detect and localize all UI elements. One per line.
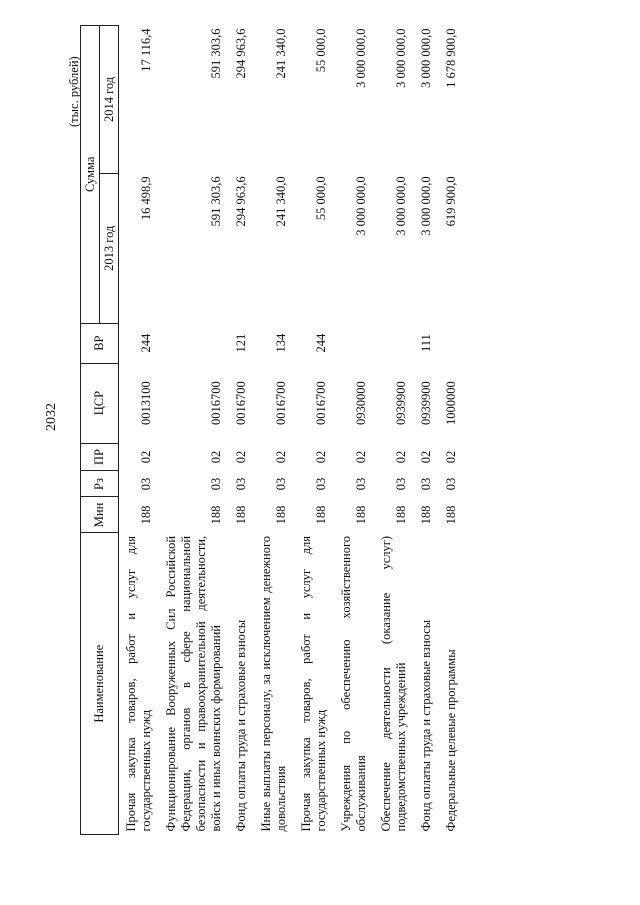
- row-name: Фонд оплаты труда и страховые взносы: [234, 619, 248, 832]
- row-sum-2013: 591 303,6: [209, 176, 223, 227]
- row-csr: 0013100: [139, 381, 153, 425]
- table-row: [414, 26, 439, 835]
- table-row: [159, 26, 229, 835]
- row-pr: 02: [234, 450, 248, 464]
- row-vr: 134: [274, 333, 288, 353]
- header-2014: 2014 год: [100, 26, 119, 174]
- row-csr: 1000000: [444, 381, 458, 425]
- row-sum-2013: 3 000 000,0: [394, 176, 408, 236]
- row-sum-2013: 294 963,6: [234, 176, 248, 227]
- table-row: [294, 26, 334, 835]
- row-sum-2013: 16 498,9: [139, 176, 153, 221]
- row-pr: 02: [419, 450, 433, 464]
- row-sum-2014: 1 678 900,0: [444, 28, 458, 88]
- row-vr: 244: [139, 333, 153, 353]
- row-sum-2014: 3 000 000,0: [419, 28, 433, 88]
- row-rz: 03: [209, 477, 223, 491]
- row-csr: 0939900: [394, 381, 408, 425]
- row-sum-2014: 55 000,0: [314, 28, 328, 73]
- row-vr: 111: [419, 334, 433, 353]
- row-name: Прочая закупка товаров, работ и услуг для государственных нужд: [124, 535, 153, 832]
- row-pr: 02: [139, 450, 153, 464]
- page-number: 2032: [44, 403, 59, 431]
- row-vr: [374, 323, 414, 363]
- row-vr: 244: [314, 333, 328, 353]
- row-sum-2013: 3 000 000,0: [354, 176, 368, 236]
- row-vr: [439, 323, 464, 363]
- row-rz: 03: [274, 477, 288, 491]
- row-name: Обеспечение деятельности (оказание услуг) подведомственных учреждений: [379, 535, 408, 832]
- row-min: 188: [274, 505, 288, 525]
- units-note: (тыс. рублей): [67, 56, 81, 127]
- row-csr: 0930000: [354, 381, 368, 425]
- row-min: 188: [314, 505, 328, 525]
- header-name: Наименование: [81, 533, 119, 835]
- row-name: Функционирование Вооруженных Сил Российской Федерации, органов в сфере национальной безопасности и правоохранительной деятельности, войск и иных воинских формирований: [164, 535, 223, 832]
- row-sum-2014: 3 000 000,0: [354, 28, 368, 88]
- row-name: Учреждения по обеспечению хозяйственного обслуживания: [339, 535, 368, 832]
- row-vr: [159, 323, 229, 363]
- table-row: [254, 26, 294, 835]
- row-rz: 03: [234, 477, 248, 491]
- row-min: 188: [209, 505, 223, 525]
- row-sum-2013: 619 900,0: [444, 176, 458, 227]
- header-pr: ПР: [81, 443, 119, 471]
- header-min: Мин: [81, 497, 119, 533]
- row-sum-2013: 55 000,0: [314, 176, 328, 221]
- row-rz: 03: [444, 477, 458, 491]
- row-vr: 121: [234, 333, 248, 353]
- header-2013: 2013 год: [100, 173, 119, 323]
- row-min: 188: [394, 505, 408, 525]
- header-csr: ЦСР: [81, 363, 119, 443]
- table-row: [334, 26, 374, 835]
- row-sum-2014: 294 963,6: [234, 28, 248, 79]
- row-name: Иные выплаты персоналу, за исключением денежного довольствия: [259, 535, 288, 832]
- row-pr: 02: [209, 450, 223, 464]
- row-pr: 02: [394, 450, 408, 464]
- row-csr: 0016700: [209, 381, 223, 425]
- row-vr: [334, 323, 374, 363]
- row-pr: 02: [314, 450, 328, 464]
- row-sum-2014: 3 000 000,0: [394, 28, 408, 88]
- table-row: [229, 26, 254, 835]
- row-min: 188: [444, 505, 458, 525]
- row-csr: 0016700: [314, 381, 328, 425]
- row-rz: 03: [354, 477, 368, 491]
- row-sum-2013: 241 340,0: [274, 176, 288, 227]
- row-sum-2014: 17 116,4: [139, 28, 153, 72]
- header-vr: ВР: [81, 323, 119, 363]
- header-rz: Рз: [81, 471, 119, 497]
- row-rz: 03: [139, 477, 153, 491]
- row-min: 188: [354, 505, 368, 525]
- table-row: [374, 26, 414, 835]
- row-min: 188: [419, 505, 433, 525]
- row-min: 188: [139, 505, 153, 525]
- row-sum-2014: 241 340,0: [274, 28, 288, 79]
- budget-table: [80, 25, 464, 835]
- row-rz: 03: [314, 477, 328, 491]
- row-sum-2013: 3 000 000,0: [419, 176, 433, 236]
- row-rz: 03: [419, 477, 433, 491]
- row-sum-2014: 591 303,6: [209, 28, 223, 79]
- row-name: Федеральные целевые программы: [444, 649, 458, 832]
- row-name: Фонд оплаты труда и страховые взносы: [419, 619, 433, 832]
- row-min: 188: [234, 505, 248, 525]
- row-pr: 02: [444, 450, 458, 464]
- header-sum: Сумма: [81, 26, 100, 324]
- row-csr: 0016700: [234, 381, 248, 425]
- row-pr: 02: [274, 450, 288, 464]
- row-pr: 02: [354, 450, 368, 464]
- table-row: [119, 26, 160, 835]
- header-row: [81, 26, 100, 835]
- row-name: Прочая закупка товаров, работ и услуг для государственных нужд: [299, 535, 328, 832]
- row-csr: 0939900: [419, 381, 433, 425]
- row-csr: 0016700: [274, 381, 288, 425]
- table-row: [439, 26, 464, 835]
- row-rz: 03: [394, 477, 408, 491]
